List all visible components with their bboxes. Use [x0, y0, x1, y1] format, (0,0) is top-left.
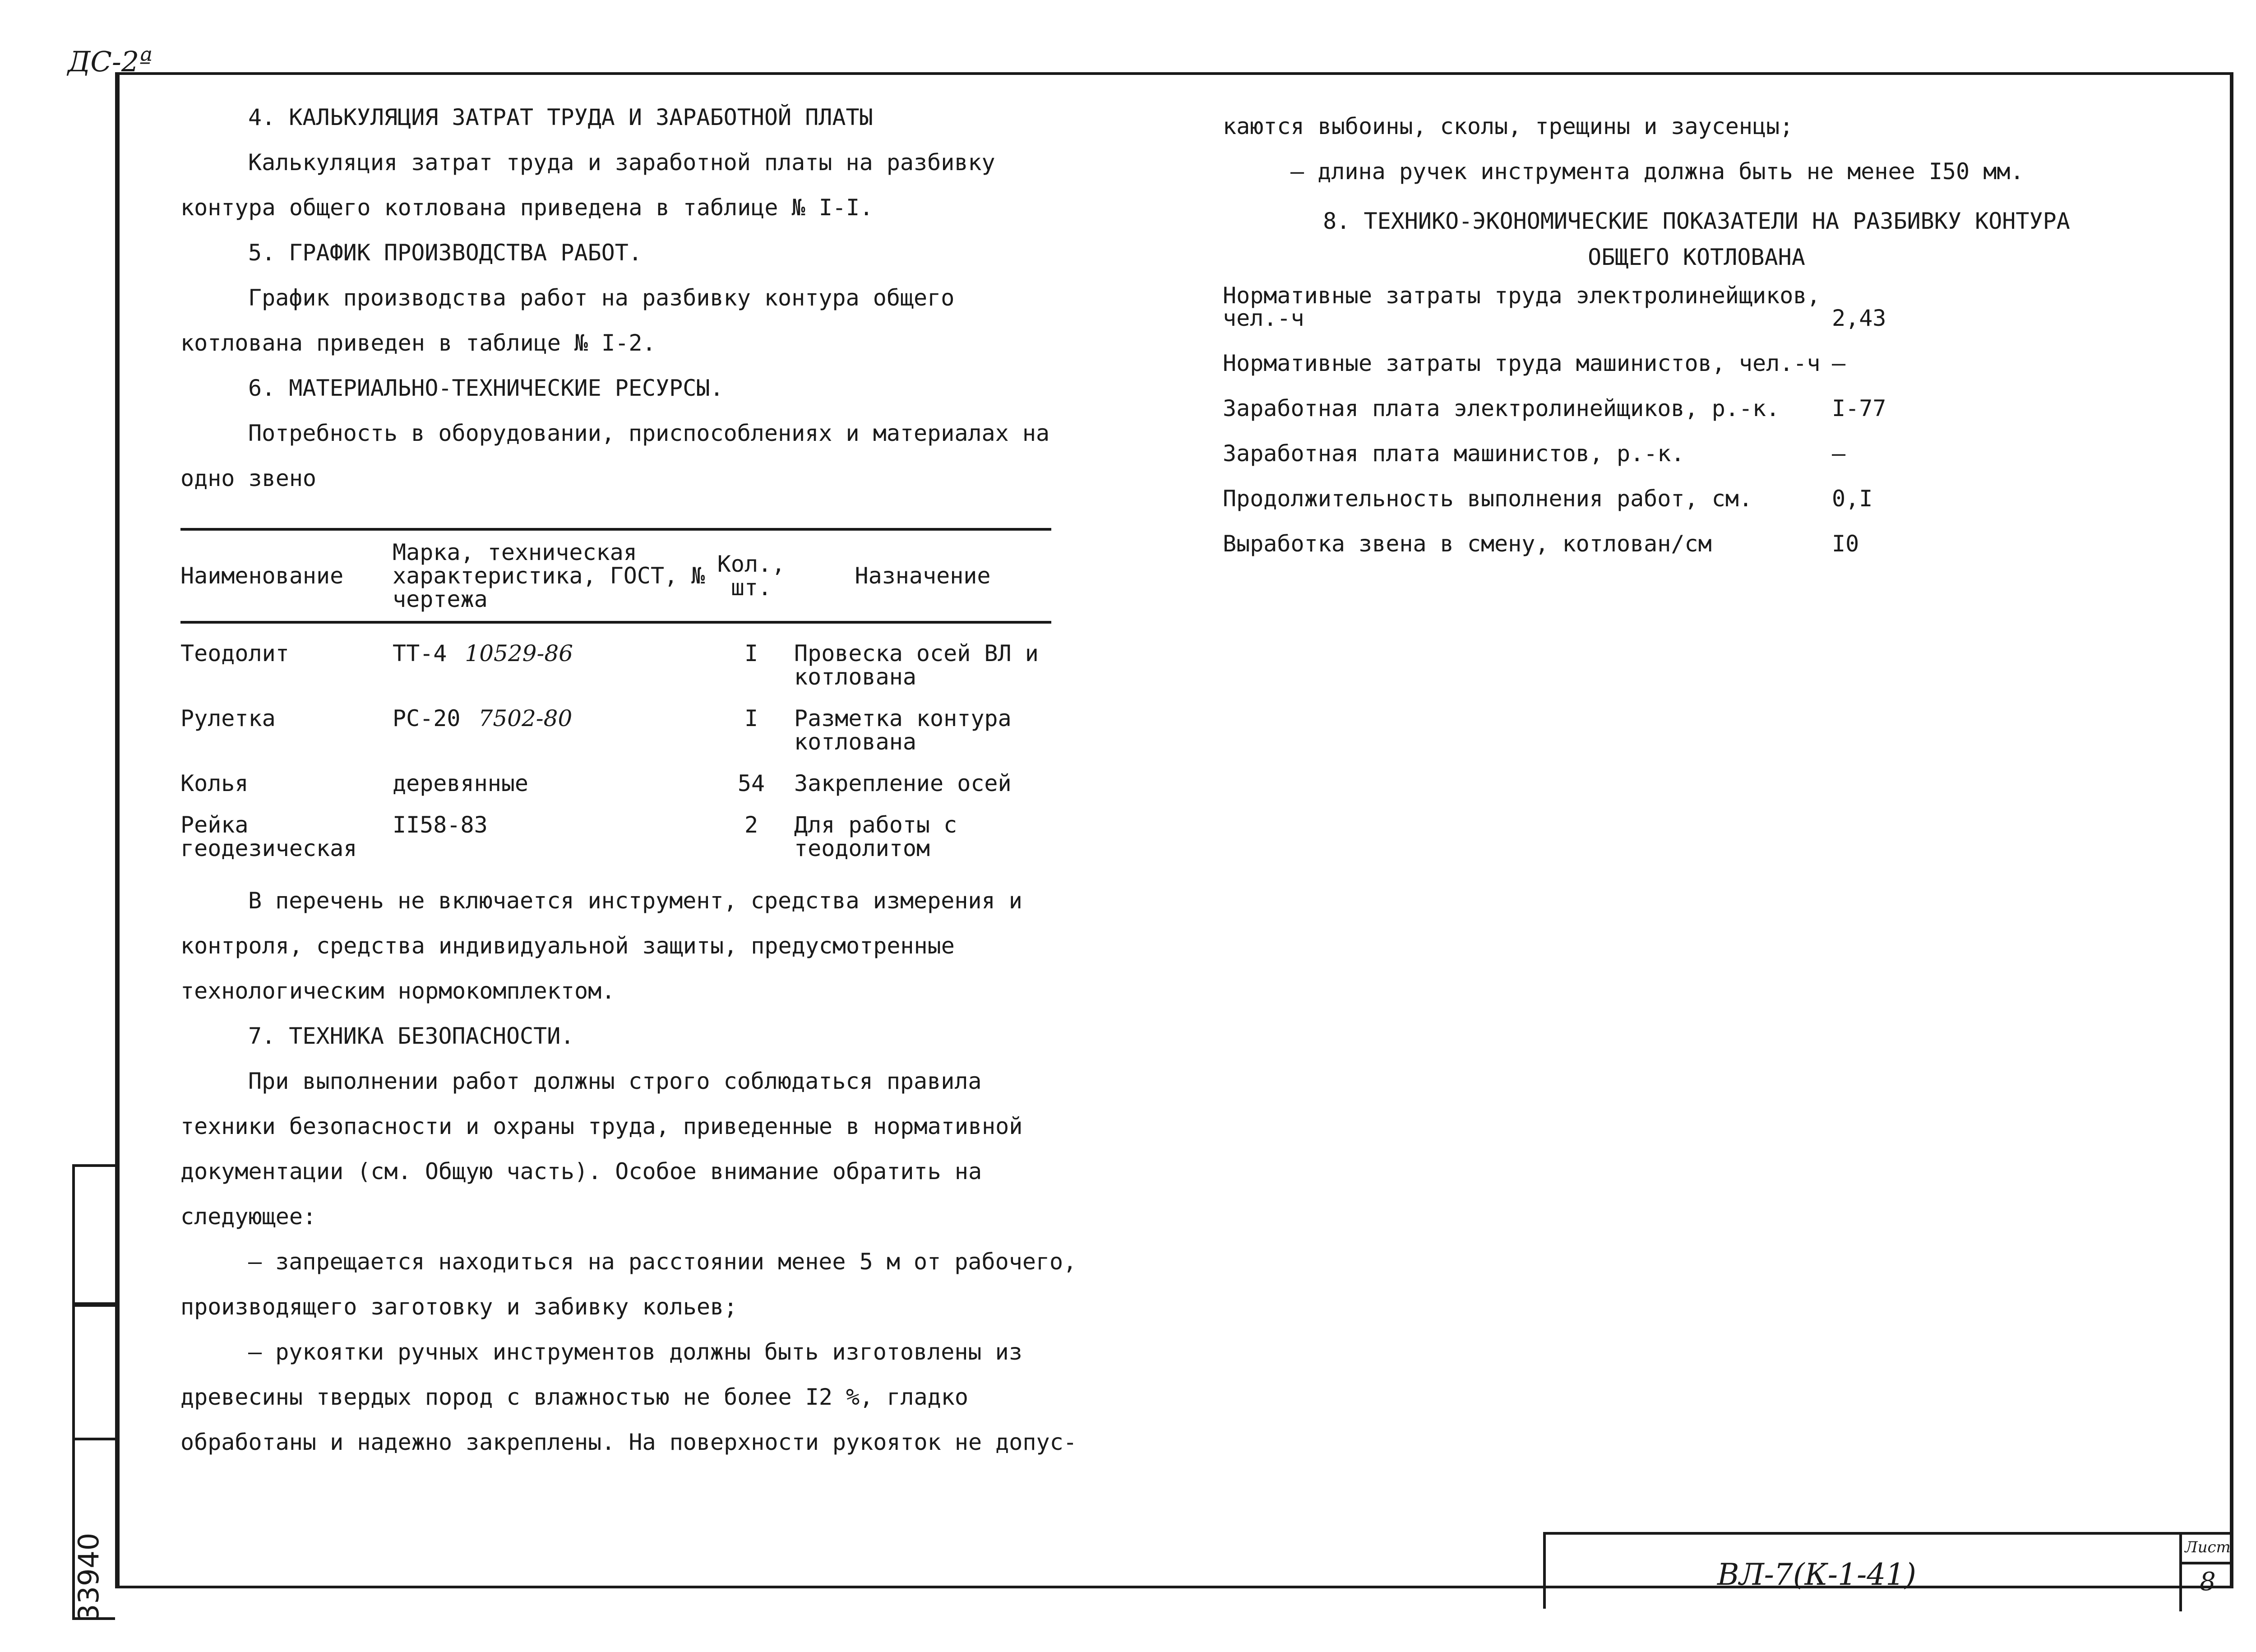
cell-mark: II58-83: [393, 812, 488, 838]
table-row: [180, 795, 1051, 878]
indicators-table: [1223, 284, 2125, 578]
section-5-title: 5. ГРАФИК ПРОИЗВОДСТВА РАБОТ.: [248, 240, 642, 266]
side-strip-divider: [75, 1302, 115, 1307]
indicator-label: Заработная плата машинистов, р.-к.: [1223, 440, 1685, 467]
cell-qty: I: [744, 640, 758, 666]
sheet-number: 8: [2200, 1567, 2216, 1596]
cell-gost: 10529-86: [465, 640, 573, 666]
header-qty: Кол., шт.: [708, 529, 794, 622]
safety-item-1: – запрещается находиться на расстоянии менее 5 м от рабочего, производящего заготовку и забивку кольев;: [180, 1249, 1077, 1320]
indicator-row: [1223, 442, 2125, 487]
header-purpose: Назначение: [794, 529, 1051, 622]
indicator-row: [1223, 397, 2125, 442]
cell-mark: деревянные: [393, 770, 529, 796]
table-row: [180, 689, 1051, 754]
cell-gost: 7502-80: [478, 705, 573, 731]
section-8-title-line-1: 8. ТЕХНИКО-ЭКОНОМИЧЕСКИЕ ПОКАЗАТЕЛИ НА РАЗБИВКУ КОНТУРА: [1323, 208, 2070, 234]
indicator-label: Выработка звена в смену, котлован/см: [1223, 531, 1712, 557]
indicator-value: 2,43: [1832, 305, 1886, 331]
indicator-value: –: [1832, 440, 1846, 467]
side-strip-divider: [75, 1438, 115, 1440]
section-6-title: 6. МАТЕРИАЛЬНО-ТЕХНИЧЕСКИЕ РЕСУРСЫ.: [248, 375, 724, 401]
section-7-text: При выполнении работ должны строго соблюдаться правила техники безопасности и охраны труда, приведенные в нормативной документации (см. Общую часть). Особое внимание обратить на следующее:: [180, 1068, 1023, 1230]
safety-item-2: – рукоятки ручных инструментов должны быть изготовлены из древесины твердых пород с влажностью не более I2 %, гладко обработаны и надежно закреплены. На поверхности рукояток не допус-: [180, 1339, 1077, 1455]
left-column: [180, 95, 1083, 1465]
table-row: [180, 622, 1051, 689]
indicator-label: Нормативные затраты труда машинистов, чел.-ч: [1223, 350, 1821, 376]
equipment-table: [180, 528, 1051, 878]
indicator-label: Нормативные затраты труда электролинейщиков, чел.-ч: [1223, 282, 1821, 331]
table-row: [180, 754, 1051, 795]
safety-item-3: – длина ручек инструмента должна быть не менее I50 мм.: [1290, 158, 2024, 185]
header-name: Наименование: [180, 529, 393, 622]
cell-name: Колья: [180, 770, 249, 796]
right-column: [1223, 104, 2170, 578]
cell-name: Теодолит: [180, 640, 289, 666]
indicator-value: I-77: [1832, 395, 1886, 421]
cell-qty: I: [744, 705, 758, 731]
safety-item-2-continued: каются выбоины, сколы, трещины и заусенцы;: [1223, 113, 1794, 139]
indicator-row: [1223, 284, 2125, 352]
indicator-label: Заработная плата электролинейщиков, р.-к.: [1223, 395, 1780, 421]
section-6-text: Потребность в оборудовании, приспособлениях и материалах на одно звено: [180, 420, 1050, 491]
cell-purpose: Для работы с теодолитом: [794, 812, 957, 861]
indicator-value: I0: [1832, 531, 1859, 557]
cell-qty: 2: [744, 812, 758, 838]
inventory-number: 33940: [72, 1532, 105, 1622]
indicator-row: [1223, 487, 2125, 532]
cell-purpose: Закрепление осей: [794, 770, 1012, 796]
section-7-title: 7. ТЕХНИКА БЕЗОПАСНОСТИ.: [248, 1023, 574, 1049]
sheet-label: Лист: [2182, 1535, 2233, 1564]
cell-mark-text: РС-20: [393, 705, 461, 731]
indicator-row: [1223, 352, 2125, 397]
cell-mark: [393, 689, 708, 754]
title-block: [1543, 1532, 2233, 1609]
cell-purpose: Разметка контура котлована: [794, 705, 1012, 755]
cell-name: Рулетка: [180, 705, 276, 731]
section-5-text: График производства работ на разбивку контура общего котлована приведен в таблице № I-2.: [180, 285, 955, 356]
corner-code: ДС-2ª: [68, 45, 153, 78]
indicator-row: [1223, 532, 2125, 578]
section-8-title-line-2: ОБЩЕГО КОТЛОВАНА: [1588, 244, 1805, 270]
cell-name: Рейка геодезическая: [180, 812, 357, 861]
indicator-label: Продолжительность выполнения работ, см.: [1223, 486, 1752, 512]
cell-qty: 54: [737, 770, 765, 796]
indicator-value: 0,I: [1832, 486, 1873, 512]
cell-mark: [393, 622, 708, 689]
document-code: ВЛ-7(К-1-41): [1717, 1557, 1917, 1592]
cell-purpose: Провеска осей ВЛ и котлована: [794, 640, 1039, 690]
header-mark: Марка, техническая характеристика, ГОСТ, № чертежа: [393, 529, 708, 622]
cell-mark-text: ТТ-4: [393, 640, 447, 666]
exclusion-note: В перечень не включается инструмент, средства измерения и контроля, средства индивидуальной защиты, предусмотренные технологическим нормокомплектом.: [180, 888, 1022, 1004]
sheet-cell: [2179, 1535, 2233, 1611]
section-4-title: 4. КАЛЬКУЛЯЦИЯ ЗАТРАТ ТРУДА И ЗАРАБОТНОЙ ПЛАТЫ: [248, 104, 873, 130]
indicator-value: –: [1832, 350, 1846, 376]
table-header-row: [180, 529, 1051, 622]
section-4-text: Калькуляция затрат труда и заработной платы на разбивку контура общего котлована приведена в таблице № I-I.: [180, 149, 995, 221]
